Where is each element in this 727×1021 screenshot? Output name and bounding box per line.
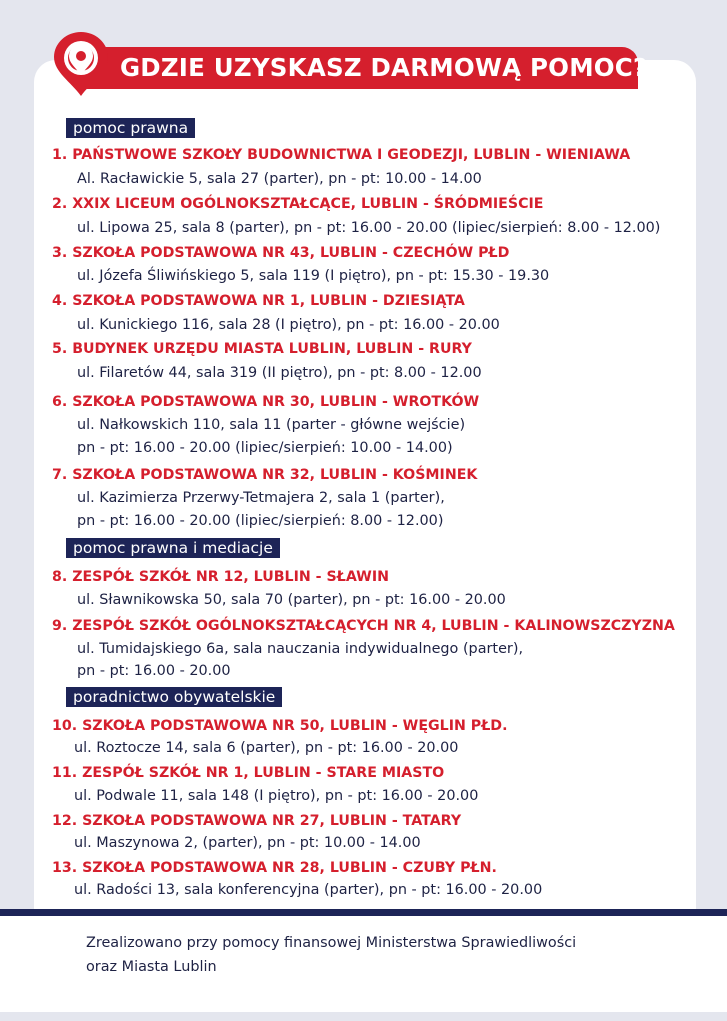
entry-detail: ul. Radości 13, sala konferencyjna (parter), pn - pt: 16.00 - 20.00	[74, 882, 543, 898]
page-title: GDZIE UZYSKASZ DARMOWĄ POMOC?	[120, 53, 648, 82]
entry-title: 7. SZKOŁA PODSTAWOWA NR 32, LUBLIN - KOŚMINEK	[52, 467, 478, 483]
entry-title: 8. ZESPÓŁ SZKÓŁ NR 12, LUBLIN - SŁAWIN	[52, 569, 389, 585]
entry-title: 4. SZKOŁA PODSTAWOWA NR 1, LUBLIN - DZIESIĄTA	[52, 293, 465, 309]
entry-detail: pn - pt: 16.00 - 20.00	[77, 663, 231, 679]
entry-title: 3. SZKOŁA PODSTAWOWA NR 43, LUBLIN - CZECHÓW PŁD	[52, 245, 510, 261]
entry-title: 9. ZESPÓŁ SZKÓŁ OGÓLNOKSZTAŁCĄCYCH NR 4, LUBLIN - KALINOWSZCZYZNA	[52, 618, 675, 634]
entry-title: 2. XXIX LICEUM OGÓLNOKSZTAŁCĄCE, LUBLIN - ŚRÓDMIEŚCIE	[52, 196, 544, 212]
section-label-poradnictwo-obywatelskie: poradnictwo obywatelskie	[66, 687, 282, 707]
entry-detail: ul. Kunickiego 116, sala 28 (I piętro), pn - pt: 16.00 - 20.00	[77, 317, 500, 333]
entry-detail: pn - pt: 16.00 - 20.00 (lipiec/sierpień: 10.00 - 14.00)	[77, 440, 453, 456]
entry-title: 12. SZKOŁA PODSTAWOWA NR 27, LUBLIN - TATARY	[52, 813, 462, 829]
entry-title: 6. SZKOŁA PODSTAWOWA NR 30, LUBLIN - WROTKÓW	[52, 394, 480, 410]
entry-detail: ul. Maszynowa 2, (parter), pn - pt: 10.00 - 14.00	[74, 835, 421, 851]
entry-detail: ul. Józefa Śliwińskiego 5, sala 119 (I piętro), pn - pt: 15.30 - 19.30	[77, 268, 550, 284]
footer-line-1: Zrealizowano przy pomocy finansowej Ministerstwa Sprawiedliwości	[86, 935, 577, 951]
entry-title: 5. BUDYNEK URZĘDU MIASTA LUBLIN, LUBLIN - RURY	[52, 341, 472, 357]
entry-detail: ul. Sławnikowska 50, sala 70 (parter), pn - pt: 16.00 - 20.00	[77, 592, 506, 608]
entry-detail: ul. Filaretów 44, sala 319 (II piętro), pn - pt: 8.00 - 12.00	[77, 365, 482, 381]
section-label-pomoc-prawna-i-mediacje: pomoc prawna i mediacje	[66, 538, 280, 558]
entry-detail: ul. Roztocze 14, sala 6 (parter), pn - pt: 16.00 - 20.00	[74, 740, 459, 756]
entry-title: 11. ZESPÓŁ SZKÓŁ NR 1, LUBLIN - STARE MIASTO	[52, 765, 445, 781]
map-pin-icon	[52, 32, 110, 98]
section-label-pomoc-prawna: pomoc prawna	[66, 118, 195, 138]
footer-credit	[86, 931, 576, 979]
bottom-strip	[0, 1012, 727, 1021]
footer-divider	[0, 909, 727, 916]
entry-title: 10. SZKOŁA PODSTAWOWA NR 50, LUBLIN - WĘGLIN PŁD.	[52, 718, 508, 734]
entry-detail: ul. Podwale 11, sala 148 (I piętro), pn - pt: 16.00 - 20.00	[74, 788, 479, 804]
footer-line-2: oraz Miasta Lublin	[86, 959, 217, 975]
entry-title: 13. SZKOŁA PODSTAWOWA NR 28, LUBLIN - CZUBY PŁN.	[52, 860, 497, 876]
entry-detail: pn - pt: 16.00 - 20.00 (lipiec/sierpień: 8.00 - 12.00)	[77, 513, 444, 529]
entry-detail: Al. Racławickie 5, sala 27 (parter), pn - pt: 10.00 - 14.00	[77, 171, 482, 187]
entry-detail: ul. Nałkowskich 110, sala 11 (parter - główne wejście)	[77, 417, 466, 433]
entry-title: 1. PAŃSTWOWE SZKOŁY BUDOWNICTWA I GEODEZJI, LUBLIN - WIENIAWA	[52, 147, 631, 163]
entry-detail: ul. Tumidajskiego 6a, sala nauczania indywidualnego (parter),	[77, 641, 524, 657]
entry-detail: ul. Kazimierza Przerwy-Tetmajera 2, sala 1 (parter),	[77, 490, 445, 506]
entry-detail: ul. Lipowa 25, sala 8 (parter), pn - pt: 16.00 - 20.00 (lipiec/sierpień: 8.00 - 12.00)	[77, 220, 661, 236]
